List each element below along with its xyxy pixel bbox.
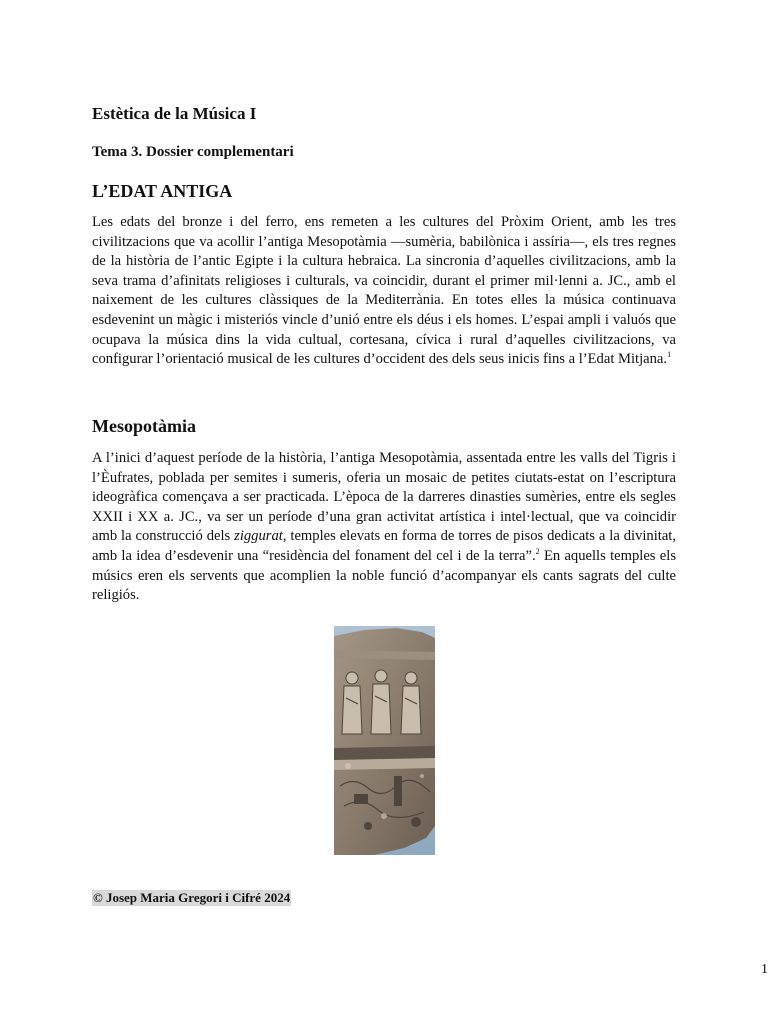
- emphasis-ziggurat: ziggurat: [234, 528, 283, 545]
- stone-relief-image: [334, 626, 435, 855]
- document-title: Estètica de la Música I: [92, 104, 257, 123]
- paragraph-text-part2: , temples elevats en forma de torres de pisos dedicats a la divinitat, amb la idea d’esdevenir una “residència del fonament del cel i de la terra”.: [92, 528, 677, 564]
- paragraph-text-part3: En aquells temples els músics eren els servents que acomplien la noble funció d’acompanyar els cants sagrats del culte religiós.: [92, 547, 676, 604]
- footnote-ref-2[interactable]: 2: [535, 547, 540, 557]
- paragraph-mesopotamia: [92, 449, 676, 606]
- paragraph-edat-antiga: [92, 213, 676, 370]
- section-heading-mesopotamia: Mesopotàmia: [92, 416, 196, 436]
- page-number: 1: [761, 962, 768, 977]
- section-heading-edat-antiga: L’EDAT ANTIGA: [92, 181, 233, 201]
- document-subtitle: Tema 3. Dossier complementari: [92, 144, 294, 160]
- footnote-ref-1[interactable]: 1: [667, 350, 672, 360]
- paragraph-text-part1: A l’inici d’aquest període de la història, l’antiga Mesopotàmia, assentada entre les valls del Tigris i l’Èufrates, poblada per semites i sumeris, oferia un mosaic de petites ciutats-estat on l’escriptura ideogràfica començava a ser practicada. L’època de la darreres dinasties sumèries, entre els segles XXII i XX a. JC., va ser un període d’una gran activitat artística i intel·lectual, que va coincidir amb la construcció dels: [92, 450, 676, 545]
- paragraph-text: Les edats del bronze i del ferro, ens remeten a les cultures del Pròxim Orient, amb les tres civilitzacions que va acollir l’antiga Mesopotàmia —sumèria, babilònica i assíria—, els tres regnes de la història de l’antic Egipte i la cultura hebraica. La sincronia d’aquelles civilitzacions, amb la seva trama d’afinitats religioses i culturals, va coincidir, durant el primer mil·lenni a. JC., amb el naixement de les cultures clàssiques de la Mediterrània. En totes elles la música continuava esdevenint un màgic i misteriós vincle d’unió entre els déus i els homes. L’espai ampli i valuós que ocupava la música dins la vida cultual, cortesana, cívica i rural d’aquelles civilitzacions, va configurar l’orientació musical de les cultures d’occident des dels seus inicis fins a l’Edat Mitjana.: [92, 214, 676, 368]
- copyright-notice: © Josep Maria Gregori i Cifré 2024: [93, 890, 291, 905]
